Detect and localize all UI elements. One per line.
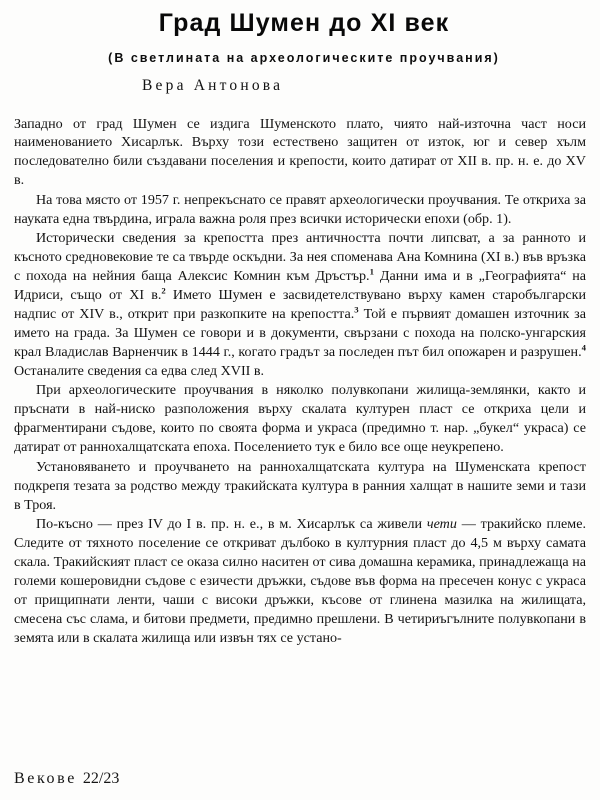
page-title: Град Шумен до XI век <box>158 9 450 37</box>
footnote-marker[interactable]: 4 <box>581 342 586 353</box>
body-paragraph: При археологическите проучвания в няколко полувкопани жилища-землянки, както и пръснати в най-ниско разположения върху скалата културен пласт се откриха цели и фрагментирани съдове, които по своята форма и украса (предимно т. нар. „букел“ украса) се датират от раннохалщатската епоха. Поселението тук е било все още неукрепено. <box>14 382 586 456</box>
footnote-marker[interactable]: 1 <box>369 266 374 277</box>
footer-issue-number: 22/23 <box>82 770 120 787</box>
body-paragraph: Установяването и проучването на раннохалщатската култура на Шуменската крепост подкрепя тезата за родство между тракийската култура в ранния халщат в нашите земи и тази в Троя. <box>14 458 586 513</box>
footnote-marker[interactable]: 3 <box>354 304 359 315</box>
body-paragraph: На това място от 1957 г. непрекъснато се правят археологически проучвания. Те откриха за науката една твърдина, играла важна роля през всички исторически епохи (обр. 1). <box>14 191 586 227</box>
document-body <box>14 115 586 648</box>
body-paragraph: Западно от град Шумен се издига Шуменското плато, чиято най-източна част носи наименованието Хисарлък. Върху този естествено защитен от изток, юг и север хълм последователно били създавани поселения и крепости, които датират от XII в. пр. н. е. до XV в. <box>14 115 586 189</box>
body-paragraph: Исторически сведения за крепостта през античността почти липсват, а за ранното и късното средновековие те са твърде оскъдни. За нея споменава Ана Комнина (XI в.) във връзка с похода на нейния баща Алексис Комнин към Дръстър.$^1$ Данни има и в „Географията“ на Идриси, също от XI в.$^2$ Името Шумен е засвидетелствувано върху камен старобългарски надпис от XIV в., открит при разкопките на крепостта.$^3$ Той е първият домашен източник за името на града. За Шумен се говори и в документи, свързани с похода на полско-унгарския крал Владислав Варненчик в 1444 г., когато градът за последен път бил опожарен и разрушен.$^4$ Останалите сведения са едва след XVII в. <box>14 230 587 379</box>
footnote-marker[interactable]: 2 <box>161 285 166 296</box>
footer-journal-name: Векове <box>14 770 77 787</box>
page-footer <box>14 770 119 788</box>
emphasized-term: чети <box>426 516 457 533</box>
document-subtitle: (В светлината на археологическите проучвания) <box>108 50 500 65</box>
body-paragraph: По-късно — през IV до I в. пр. н. е., в м. Хисарлък са живели чети — тракийско племе. Следите от тяхното поселение се откриват дълбоко в културния пласт до 4,5 м върху самата скала. Тракийският пласт се оказа силно наситен от сива домашна керамика, принадлежаща на големи кошеровидни съдове с езичести дръжки, съдове във форма на пресечен конус с украса от прищипнати ленти, чаши с високи дръжки, късове от глинена мазилка на жилищата, смесена със слама, и битови предмети, предимно прешлени. В четириъгълните полувкопани в земята или в скалата жилища или извън тях се устано- <box>14 516 586 646</box>
document-header <box>0 0 600 95</box>
document-author: Вера Антонова <box>142 76 284 94</box>
